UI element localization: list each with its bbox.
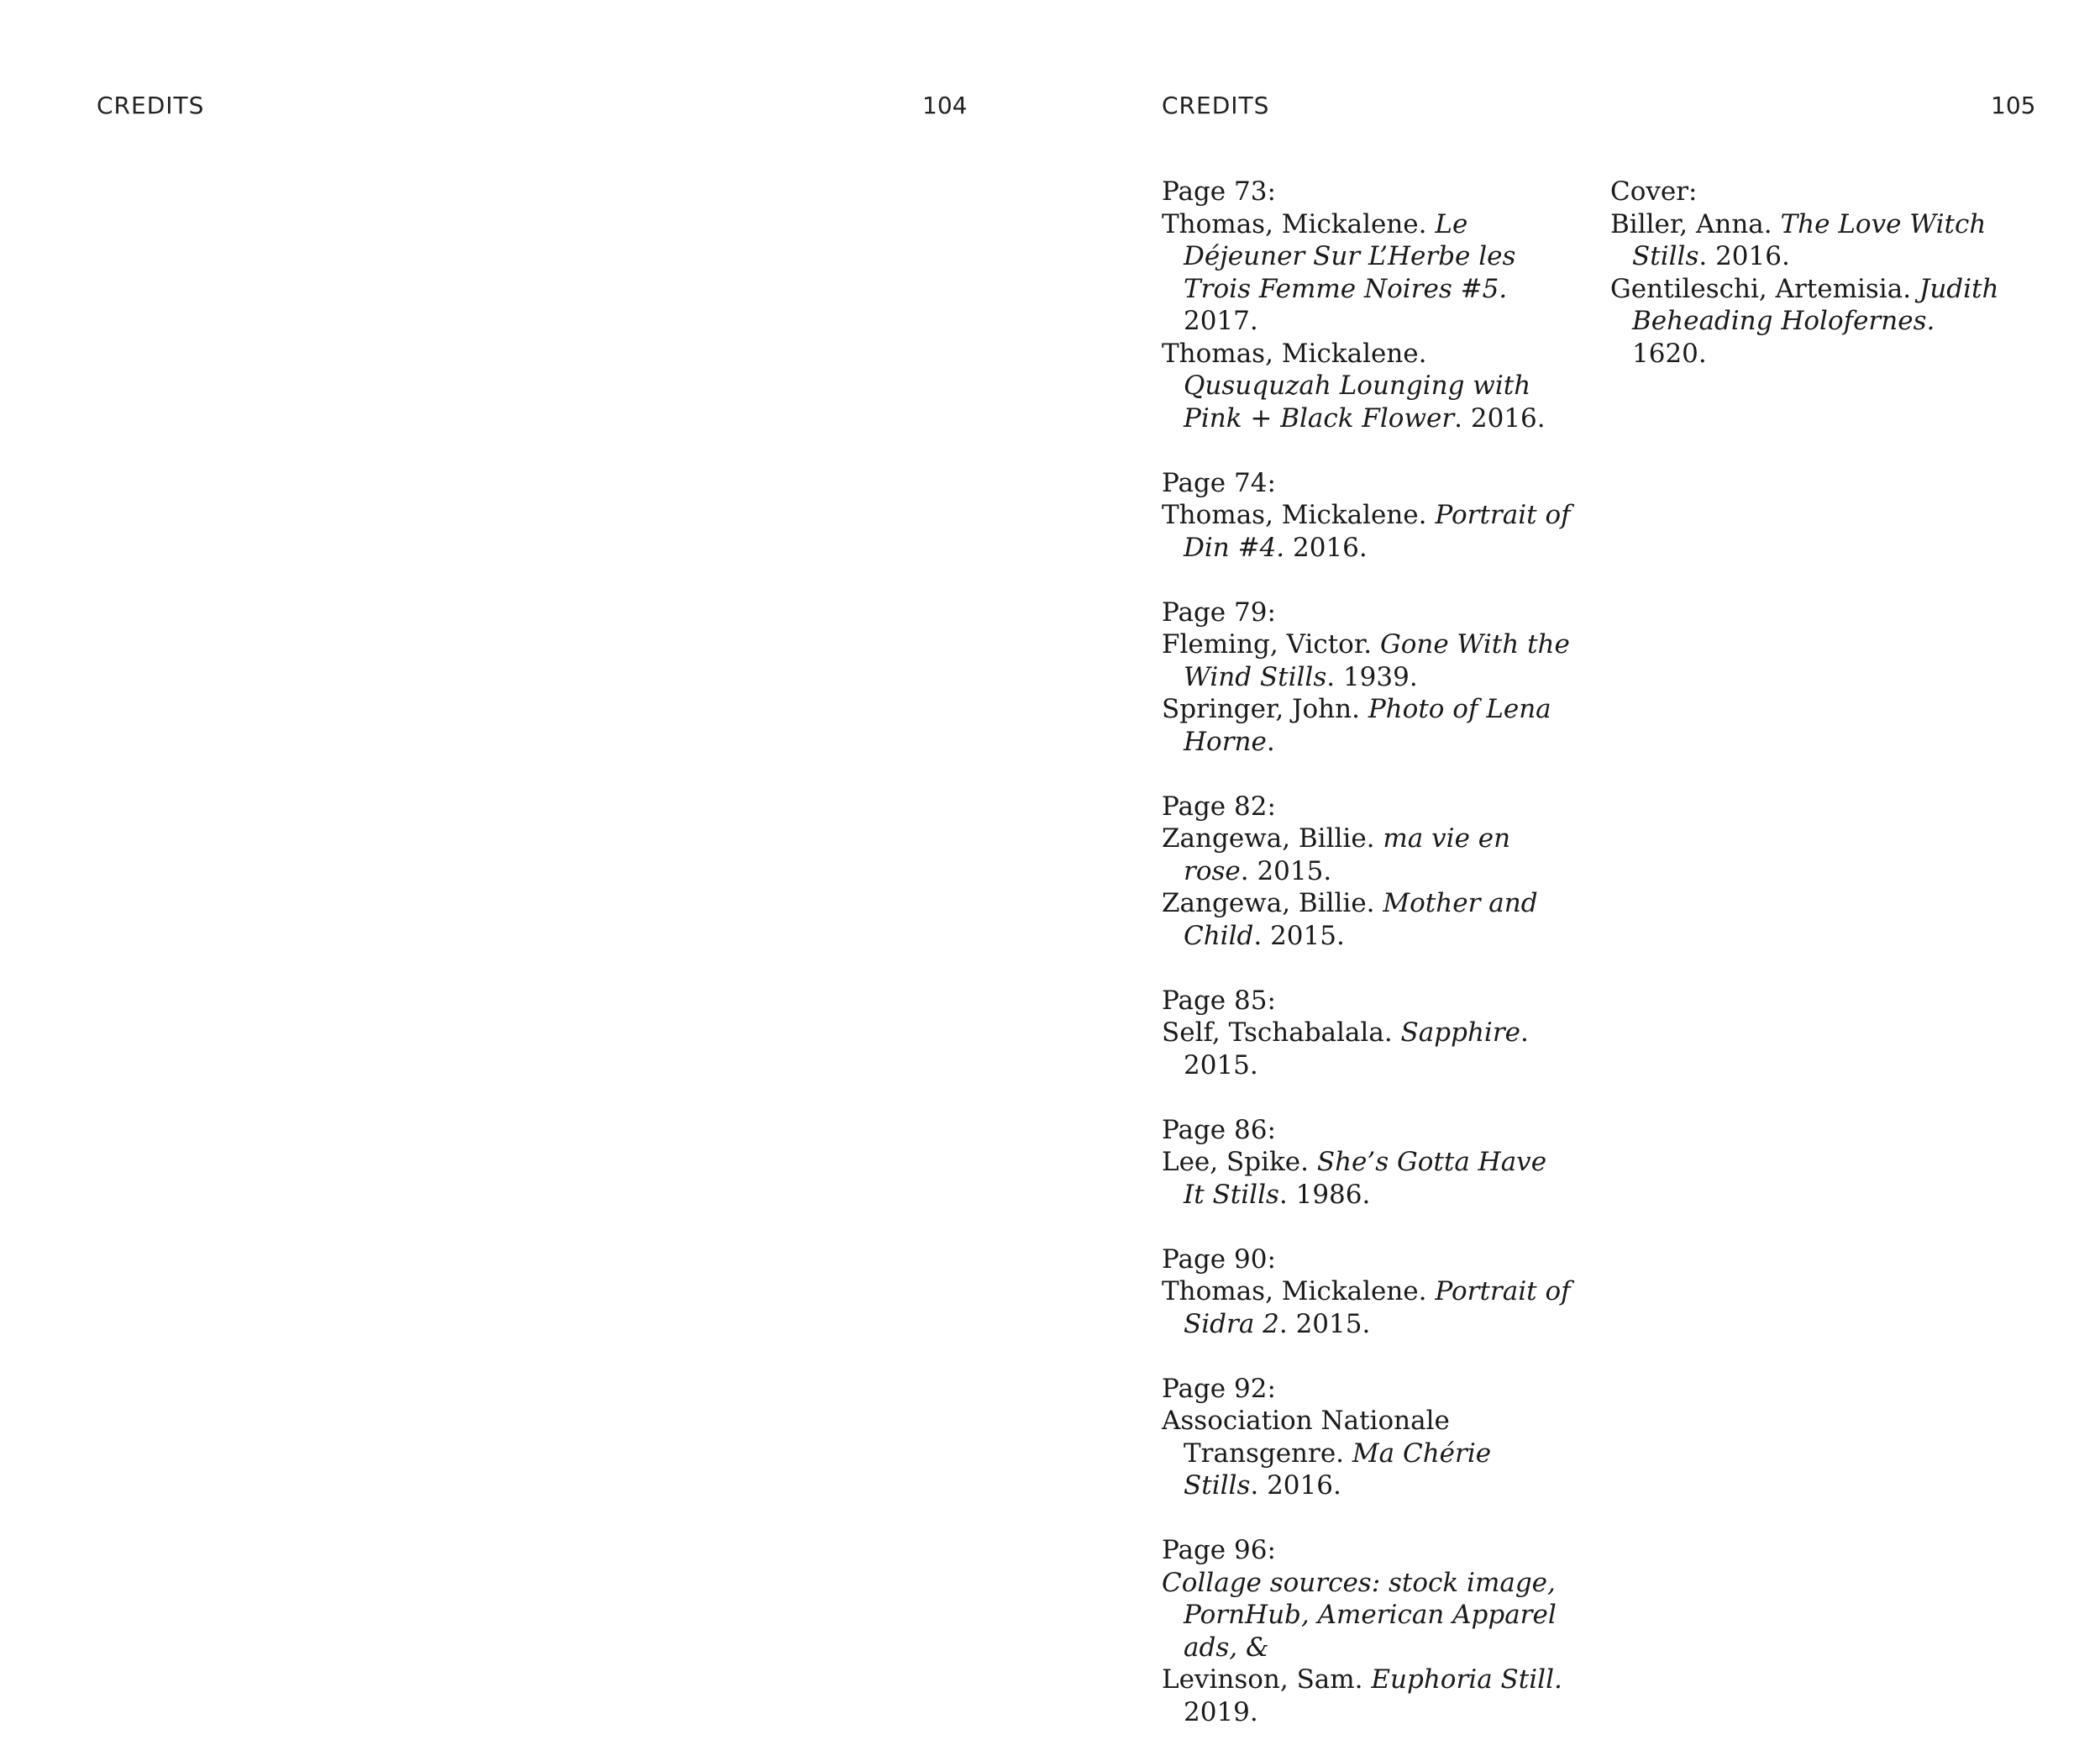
credit-title: Ma Chérie Stills	[1184, 1438, 1492, 1501]
credit-title: Portrait of Sidra 2	[1184, 1276, 1571, 1339]
running-head: CREDITS	[1162, 92, 1270, 119]
credit-title: ma vie en rose	[1184, 823, 1511, 886]
credit-group-heading: Page 86:	[1162, 1114, 1276, 1145]
credit-title: The Love Witch Stills	[1632, 208, 1987, 271]
credit-group	[1162, 1114, 1573, 1212]
credit-author: Thomas, Mickalene.	[1162, 1276, 1436, 1306]
credit-group	[1162, 1373, 1573, 1502]
credit-group-heading: Cover:	[1610, 176, 1698, 207]
credit-group	[1162, 985, 1573, 1082]
credit-entry	[1162, 208, 1573, 338]
credit-entry	[1162, 887, 1573, 952]
credit-title: Photo of Lena Horne	[1184, 694, 1551, 757]
credit-year: 2019.	[1184, 1696, 1258, 1727]
credits-column-2	[1610, 176, 2013, 402]
credit-title: Judith Beheading Holofernes.	[1632, 273, 1999, 336]
credit-group-heading: Page 96:	[1162, 1535, 1276, 1565]
credit-author: Zangewa, Billie.	[1162, 823, 1383, 854]
credit-entry	[1162, 1017, 1573, 1081]
credit-author: Biller, Anna.	[1610, 208, 1781, 239]
credit-entry	[1162, 1275, 1573, 1340]
credit-title: Gone With the Wind Stills	[1184, 629, 1570, 692]
left-page	[0, 0, 1050, 1623]
credit-author: Thomas, Mickalene.	[1162, 208, 1436, 239]
credit-year: . 1986.	[1278, 1179, 1371, 1210]
credit-title: Collage sources: stock image, PornHub, American Apparel ads, &	[1162, 1567, 1557, 1663]
credit-group	[1162, 597, 1573, 759]
credit-author: Self, Tschabalala.	[1162, 1017, 1401, 1048]
credit-entry	[1162, 338, 1573, 435]
credit-group-heading: Page 90:	[1162, 1243, 1276, 1275]
credit-group	[1162, 1534, 1573, 1728]
credit-author: Springer, John.	[1162, 694, 1368, 724]
credit-year: . 2016.	[1250, 1470, 1341, 1501]
credit-group	[1162, 1243, 1573, 1341]
credit-author: Lee, Spike.	[1162, 1147, 1317, 1177]
credit-entry	[1162, 1664, 1573, 1728]
credit-entry	[1162, 628, 1573, 693]
credit-author: Thomas, Mickalene.	[1162, 338, 1427, 369]
credit-title: Qusuquzah Lounging with Pink + Black Flower	[1184, 371, 1531, 434]
credit-entry	[1162, 499, 1573, 564]
credit-year: .	[1266, 726, 1275, 757]
credit-author: Gentileschi, Artemisia.	[1610, 273, 1919, 304]
credit-title: Portrait of Din #4.	[1184, 500, 1571, 563]
credit-title: Sapphire	[1400, 1017, 1520, 1048]
page-number: 105	[1991, 92, 2036, 119]
credit-group	[1610, 176, 2013, 370]
credit-title: Mother and Child	[1184, 888, 1538, 951]
credit-author: Levinson, Sam.	[1162, 1664, 1372, 1695]
credit-year: . 2015.	[1253, 920, 1345, 951]
credit-title: Euphoria Still.	[1371, 1664, 1562, 1695]
credit-year: . 2016.	[1454, 402, 1546, 434]
credit-entry	[1162, 1567, 1573, 1664]
credit-entry	[1610, 208, 2013, 273]
credit-entry	[1162, 1405, 1573, 1502]
credit-group-heading: Page 82:	[1162, 791, 1276, 822]
page-number: 104	[922, 92, 968, 119]
credit-group	[1162, 791, 1573, 953]
credit-year: . 2015.	[1240, 855, 1332, 886]
credit-entry	[1162, 693, 1573, 758]
credit-title: She’s Gotta Have It Stills	[1184, 1147, 1547, 1210]
credit-group-heading: Page 79:	[1162, 597, 1276, 628]
credit-group-heading: Page 92:	[1162, 1373, 1276, 1404]
credit-group	[1162, 467, 1573, 565]
credit-title: Le Déjeuner Sur L’Herbe les Trois Femme Noires #5.	[1184, 208, 1516, 304]
credit-year: 1620.	[1632, 338, 1707, 369]
credit-entry	[1162, 1146, 1573, 1211]
credit-group-heading: Page 74:	[1162, 467, 1276, 498]
credit-year: . 1939.	[1326, 661, 1418, 692]
right-page	[1050, 0, 2100, 1727]
credit-year: . 2016.	[1698, 241, 1790, 271]
credit-entry	[1162, 823, 1573, 887]
running-head: CREDITS	[97, 92, 205, 119]
credit-year: . 2015.	[1184, 1017, 1529, 1080]
credit-author: Fleming, Victor.	[1162, 629, 1380, 660]
credits-column-1	[1162, 176, 1573, 1761]
credit-year: 2017.	[1184, 306, 1258, 336]
credit-group-heading: Page 85:	[1162, 985, 1276, 1016]
credit-author: Association Nationale Transgenre.	[1162, 1406, 1450, 1469]
credit-year: . 2015.	[1278, 1308, 1371, 1339]
credit-author: Zangewa, Billie.	[1162, 888, 1383, 918]
credit-entry	[1610, 273, 2013, 371]
credit-group	[1162, 176, 1573, 434]
credit-author: Thomas, Mickalene.	[1162, 500, 1436, 530]
credit-year: 2016.	[1284, 532, 1368, 563]
credit-group-heading: Page 73:	[1162, 176, 1276, 207]
